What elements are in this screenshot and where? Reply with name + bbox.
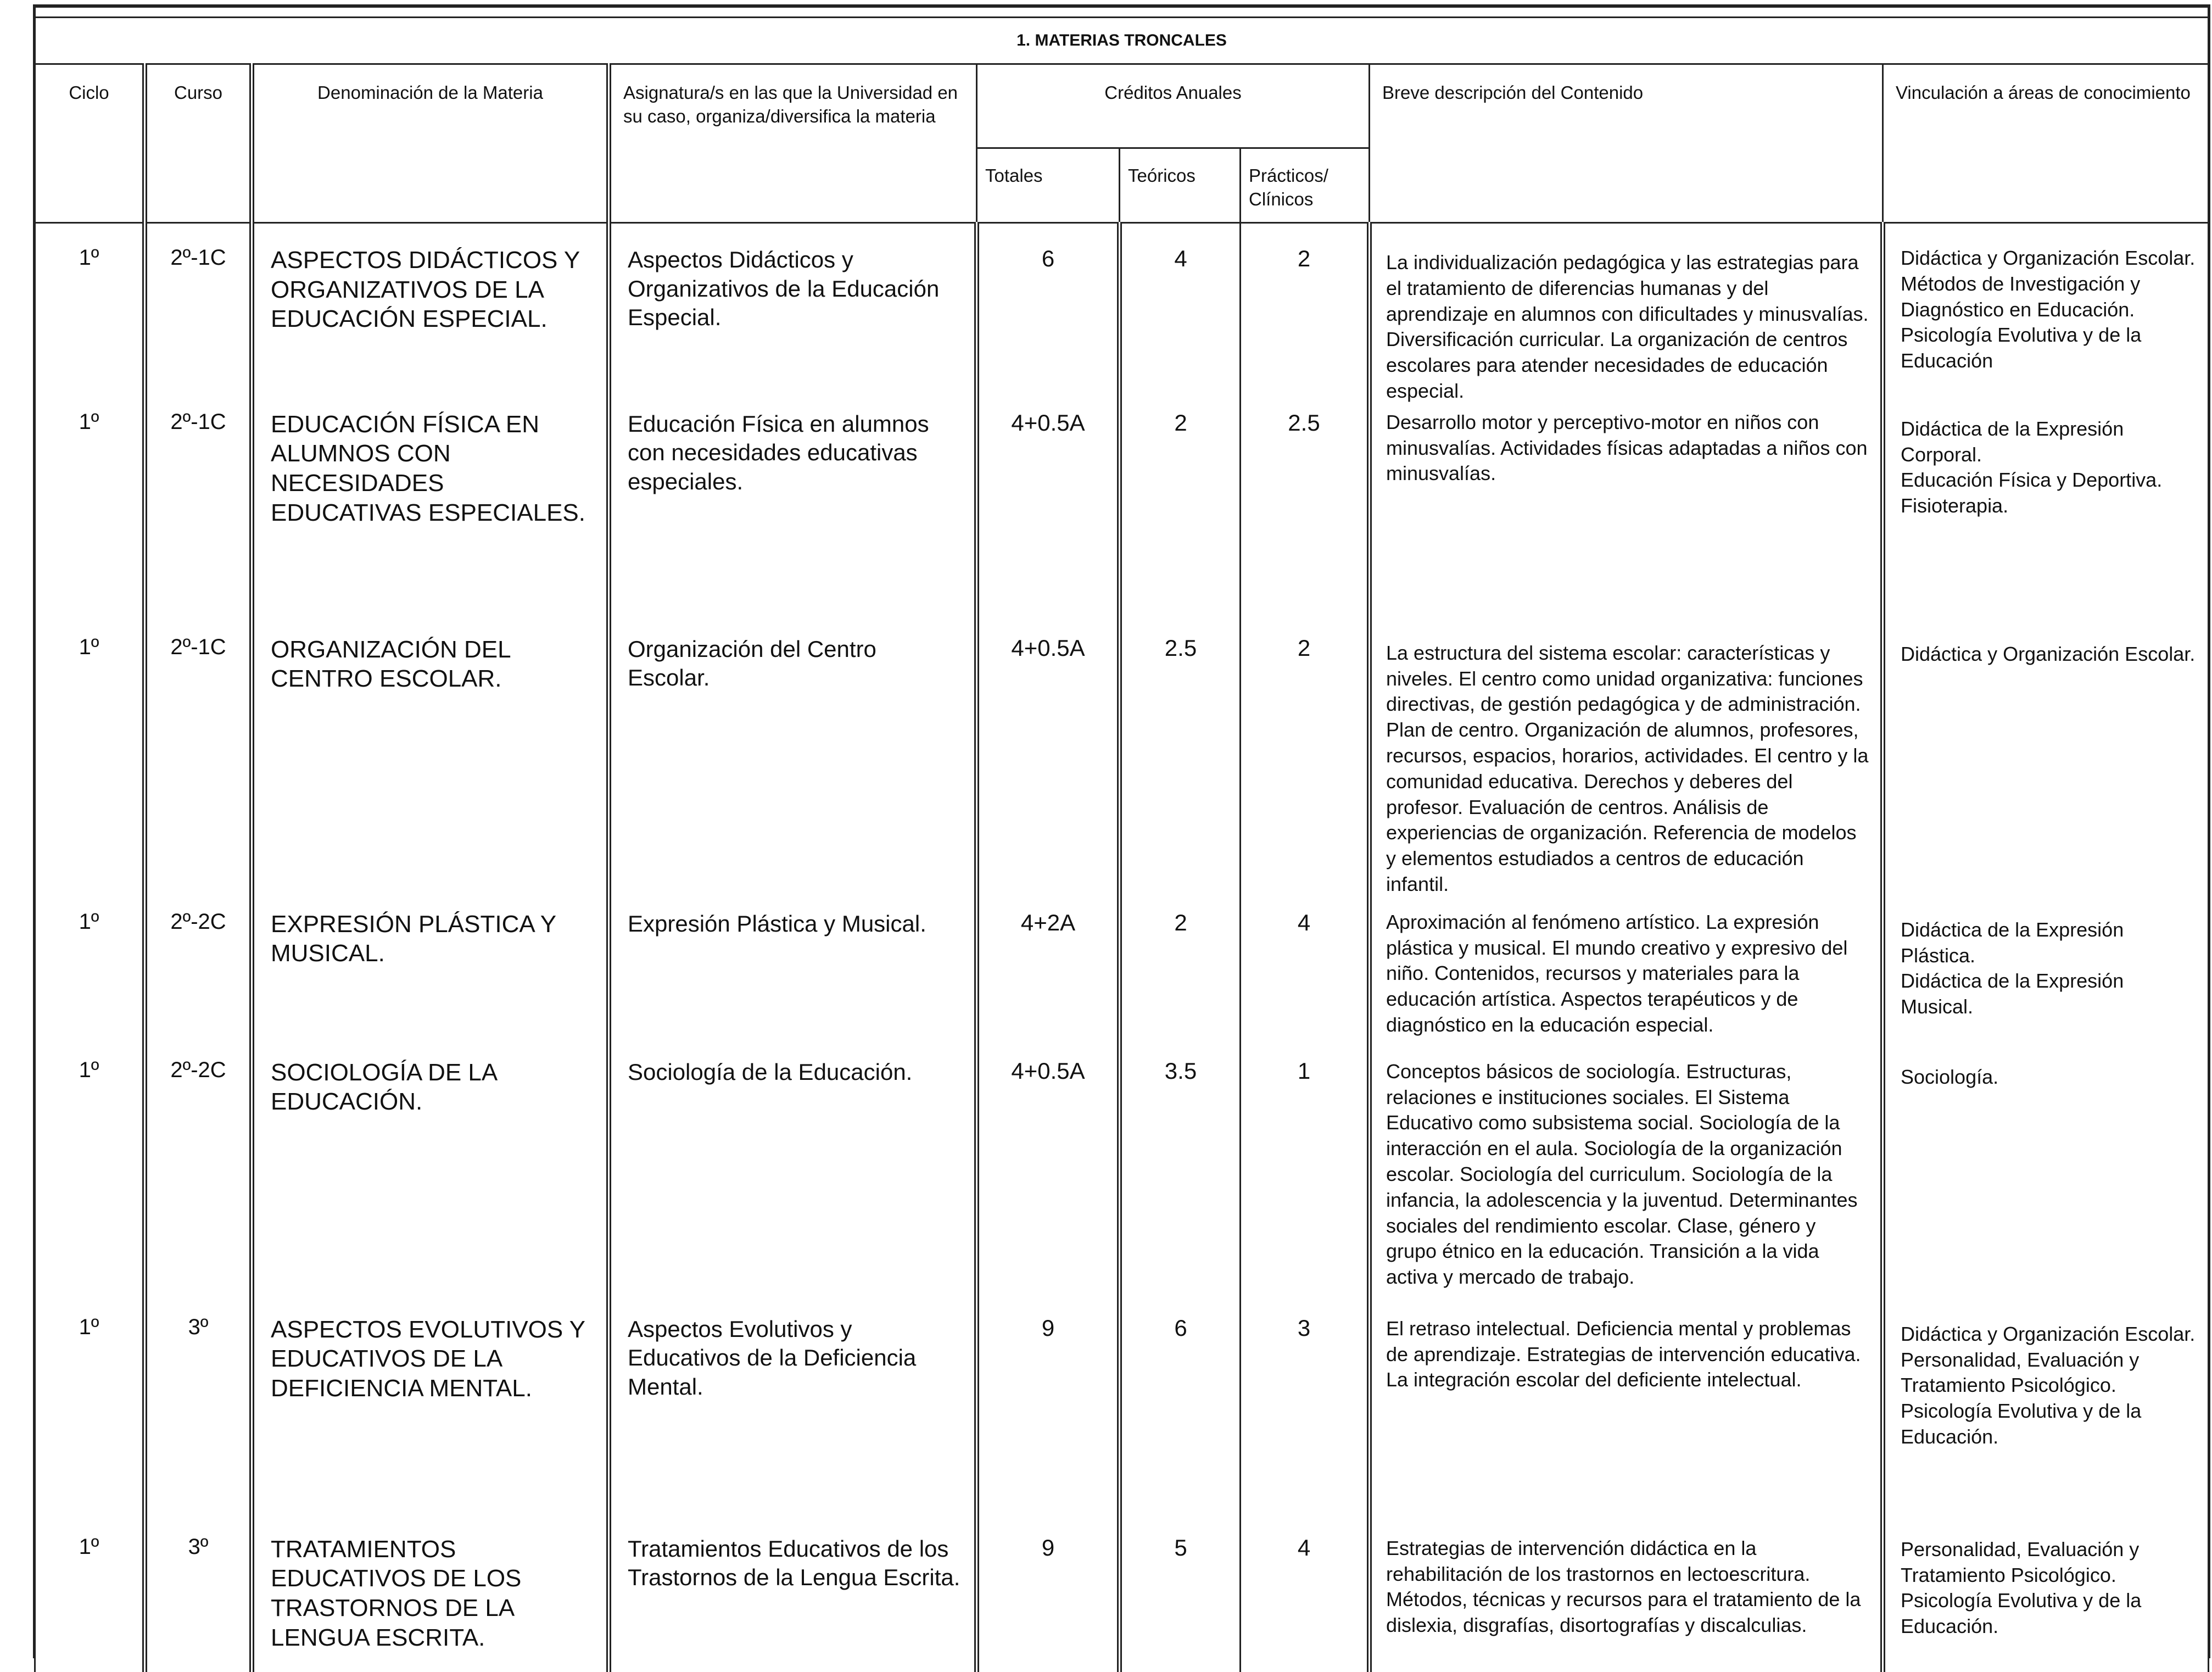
cell-curso: 2º-1C <box>145 223 252 404</box>
cell-totales: 6 <box>977 223 1120 404</box>
materias-table <box>34 16 2209 1672</box>
cell-ciclo: 1º <box>35 404 145 629</box>
cell-materia: ORGANIZACIÓN DEL CENTRO ESCOLAR. <box>252 629 609 910</box>
cell-asignatura: Aspectos Evolutivos y Educativos de la Deficiencia Mental. <box>609 1309 977 1529</box>
header-practicos: Prácticos/ Clínicos <box>1241 148 1370 223</box>
header-curso: Curso <box>145 64 252 223</box>
cell-vinculacion: Didáctica y Organización Escolar. Métodos de Investigación y Diagnóstico en Educación. Psicología Evolutiva y de la Educación <box>1883 223 2209 404</box>
table-row <box>35 1309 2209 1529</box>
cell-materia: ASPECTOS EVOLUTIVOS Y EDUCATIVOS DE LA DEFICIENCIA MENTAL. <box>252 1309 609 1529</box>
cell-teoricos: 2 <box>1120 404 1241 629</box>
cell-teoricos: 4 <box>1120 223 1241 404</box>
cell-descripcion: Aproximación al fenómeno artístico. La expresión plástica y musical. El mundo creativo y expresivo del niño. Contenidos, recursos y materiales para la educación artística. Aspectos terapéuticos y de diagnóstico en la educación especial. <box>1370 910 1883 1052</box>
cell-practicos: 4 <box>1241 910 1370 1052</box>
cell-curso: 2º-2C <box>145 910 252 1052</box>
cell-vinculacion: Didáctica de la Expresión Corporal. Educación Física y Deportiva. Fisioterapia. <box>1883 404 2209 629</box>
table-title: 1. MATERIAS TRONCALES <box>35 18 2209 64</box>
cell-ciclo: 1º <box>35 223 145 404</box>
cell-practicos: 1 <box>1241 1052 1370 1309</box>
cell-practicos: 4 <box>1241 1529 1370 1672</box>
top-rule <box>33 4 2208 8</box>
header-asignaturas: Asignatura/s en las que la Universidad en su caso, organiza/diversifica la materia <box>609 64 977 223</box>
cell-materia: ASPECTOS DIDÁCTICOS Y ORGANIZATIVOS DE LA EDUCACIÓN ESPECIAL. <box>252 223 609 404</box>
cell-teoricos: 2.5 <box>1120 629 1241 910</box>
cell-ciclo: 1º <box>35 1529 145 1672</box>
cell-teoricos: 2 <box>1120 910 1241 1052</box>
header-teoricos: Teóricos <box>1120 148 1241 223</box>
cell-totales: 4+0.5A <box>977 404 1120 629</box>
table-row <box>35 1529 2209 1672</box>
header-denominacion: Denominación de la Materia <box>252 64 609 223</box>
header-ciclo: Ciclo <box>35 64 145 223</box>
cell-curso: 3º <box>145 1529 252 1672</box>
cell-asignatura: Organización del Centro Escolar. <box>609 629 977 910</box>
cell-totales: 9 <box>977 1309 1120 1529</box>
table-row <box>35 1052 2209 1309</box>
cell-asignatura: Tratamientos Educativos de los Trastornos de la Lengua Escrita. <box>609 1529 977 1672</box>
table-row <box>35 223 2209 404</box>
cell-materia: EDUCACIÓN FÍSICA EN ALUMNOS CON NECESIDADES EDUCATIVAS ESPECIALES. <box>252 404 609 629</box>
cell-descripcion: La individualización pedagógica y las estrategias para el tratamiento de diferencias humanas y del aprendizaje en alumnos con dificultades y minusvalías. Diversificación curricular. La organización de centros escolares para atender necesidades de educación especial. <box>1370 223 1883 404</box>
cell-vinculacion: Didáctica de la Expresión Plástica. Didáctica de la Expresión Musical. <box>1883 910 2209 1052</box>
header-totales: Totales <box>977 148 1120 223</box>
cell-curso: 3º <box>145 1309 252 1529</box>
cell-descripcion: Desarrollo motor y perceptivo-motor en niños con minusvalías. Actividades físicas adaptadas a niños con minusvalías. <box>1370 404 1883 629</box>
cell-vinculacion: Didáctica y Organización Escolar. <box>1883 629 2209 910</box>
header-descripcion: Breve descripción del Contenido <box>1370 64 1883 223</box>
cell-practicos: 2 <box>1241 629 1370 910</box>
cell-practicos: 2.5 <box>1241 404 1370 629</box>
cell-teoricos: 3.5 <box>1120 1052 1241 1309</box>
cell-materia: TRATAMIENTOS EDUCATIVOS DE LOS TRASTORNOS DE LA LENGUA ESCRITA. <box>252 1529 609 1672</box>
cell-vinculacion: Didáctica y Organización Escolar. Personalidad, Evaluación y Tratamiento Psicológico. Psicología Evolutiva y de la Educación. <box>1883 1309 2209 1529</box>
header-creditos: Créditos Anuales <box>977 64 1370 148</box>
cell-vinculacion: Sociología. <box>1883 1052 2209 1309</box>
cell-curso: 2º-1C <box>145 629 252 910</box>
cell-asignatura: Expresión Plástica y Musical. <box>609 910 977 1052</box>
cell-curso: 2º-2C <box>145 1052 252 1309</box>
cell-materia: EXPRESIÓN PLÁSTICA Y MUSICAL. <box>252 910 609 1052</box>
cell-asignatura: Sociología de la Educación. <box>609 1052 977 1309</box>
cell-totales: 4+0.5A <box>977 629 1120 910</box>
cell-ciclo: 1º <box>35 910 145 1052</box>
cell-totales: 4+0.5A <box>977 1052 1120 1309</box>
cell-materia: SOCIOLOGÍA DE LA EDUCACIÓN. <box>252 1052 609 1309</box>
cell-teoricos: 6 <box>1120 1309 1241 1529</box>
cell-ciclo: 1º <box>35 629 145 910</box>
cell-vinculacion: Personalidad, Evaluación y Tratamiento Psicológico. Psicología Evolutiva y de la Educación. <box>1883 1529 2209 1672</box>
cell-totales: 9 <box>977 1529 1120 1672</box>
table-row <box>35 629 2209 910</box>
header-vinculacion: Vinculación a áreas de conocimiento <box>1883 64 2209 223</box>
cell-totales: 4+2A <box>977 910 1120 1052</box>
cell-descripcion: La estructura del sistema escolar: características y niveles. El centro como unidad organizativa: funciones directivas, de gestión pedagógica y de administración. Plan de centro. Organización de alumnos, profesores, recursos, espacios, horarios, actividades. El centro y la comunidad educativa. Derechos y deberes del profesor. Evaluación de centros. Análisis de experiencias de organización. Referencia de modelos y elementos estudiados a centros de educación infantil. <box>1370 629 1883 910</box>
cell-practicos: 3 <box>1241 1309 1370 1529</box>
cell-descripcion: Conceptos básicos de sociología. Estructuras, relaciones e instituciones sociales. El Sistema Educativo como subsistema social. Sociología de la interacción en el aula. Sociología de la organización escolar. Sociología del curriculum. Sociología de la infancia, la adolescencia y la juventud. Determinantes sociales del rendimiento escolar. Clase, género y grupo étnico en la educación. Transición a la vida activa y mercado de trabajo. <box>1370 1052 1883 1309</box>
cell-descripcion: Estrategias de intervención didáctica en la rehabilitación de los trastornos en lectoescritura. Métodos, técnicas y recursos para el tratamiento de la dislexia, disgrafías, disortografías y discalculias. <box>1370 1529 1883 1672</box>
table-row <box>35 910 2209 1052</box>
cell-ciclo: 1º <box>35 1309 145 1529</box>
table-row <box>35 404 2209 629</box>
cell-asignatura: Aspectos Didácticos y Organizativos de la Educación Especial. <box>609 223 977 404</box>
cell-practicos: 2 <box>1241 223 1370 404</box>
cell-asignatura: Educación Física en alumnos con necesidades educativas especiales. <box>609 404 977 629</box>
cell-ciclo: 1º <box>35 1052 145 1309</box>
cell-teoricos: 5 <box>1120 1529 1241 1672</box>
cell-curso: 2º-1C <box>145 404 252 629</box>
cell-descripcion: El retraso intelectual. Deficiencia mental y problemas de aprendizaje. Estrategias de intervención educativa. La integración escolar del deficiente intelectual. <box>1370 1309 1883 1529</box>
